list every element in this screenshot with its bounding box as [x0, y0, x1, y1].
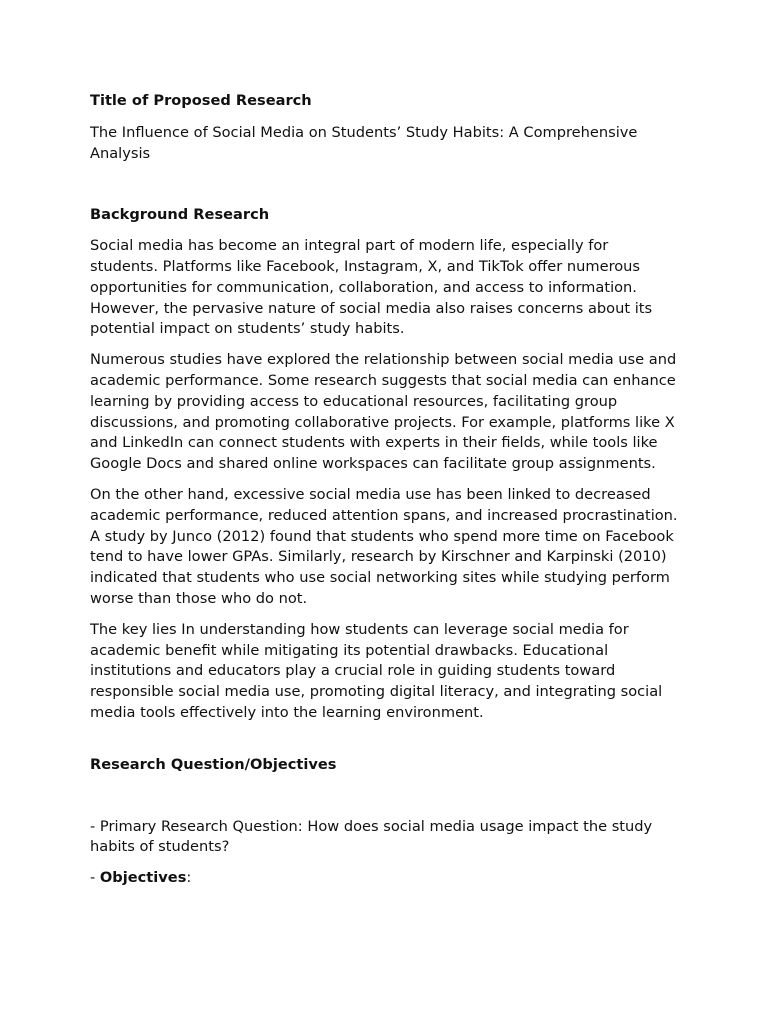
- objectives-prefix: -: [90, 869, 100, 887]
- objectives-line: [90, 868, 678, 889]
- title-heading: Title of Proposed Research: [90, 92, 312, 109]
- background-paragraph-1: Social media has become an integral part of modern life, especially for students. Platforms like Facebook, Instagram, X, and TikTok offer numerous opportunities for communication, collaboration, and access to information. However, the pervasive nature of social media also raises concerns about its potential impact on students’ study habits.: [90, 237, 653, 338]
- objectives-label: Objectives: [99, 869, 187, 887]
- primary-research-question: - Primary Research Question: How does social media usage impact the study habits of students?: [90, 817, 653, 856]
- research-question-heading: Research Question/Objectives: [90, 755, 337, 773]
- objectives-suffix: :: [186, 869, 192, 887]
- background-heading: Background Research: [90, 206, 270, 224]
- research-title: The Influence of Social Media on Students’ Study Habits: A Comprehensive Analysis: [90, 123, 638, 162]
- background-paragraph-2: Numerous studies have explored the relationship between social media use and academic performance. Some research suggests that social media can enhance learning by providing access to educational resources, facilitating group discussions, and promoting collaborative projects. For example, platforms like X and LinkedIn can connect students with experts in their fields, while tools like Google Docs and shared online workspaces can facilitate group assignments.: [90, 351, 677, 473]
- background-paragraph-4: The key lies In understanding how students can leverage social media for academic benefit while mitigating its potential drawbacks. Educational institutions and educators play a crucial role in guiding students toward responsible social media use, promoting digital literacy, and integrating social media tools effectively into the learning environment.: [90, 620, 663, 721]
- background-paragraph-3: On the other hand, excessive social media use has been linked to decreased academic performance, reduced attention spans, and increased procrastination. A study by Junco (2012) found that students who spend more time on Facebook tend to have lower GPAs. Similarly, research by Kirschner and Karpinski (2010) indicated that students who use social networking sites while studying perform worse than those who do not.: [90, 485, 678, 607]
